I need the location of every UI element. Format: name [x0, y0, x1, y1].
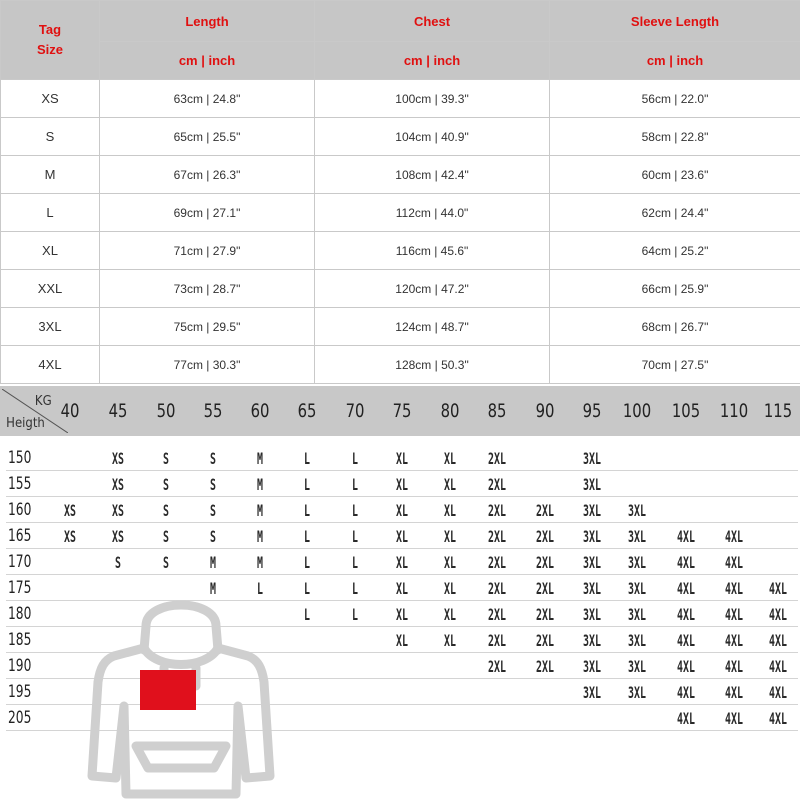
size-recommendation: XL	[444, 501, 456, 520]
size-recommendation: 3XL	[628, 631, 646, 650]
length-cell: 71cm | 27.9"	[100, 232, 315, 270]
size-row	[1, 194, 800, 232]
weight-value: 60	[250, 400, 270, 422]
size-recommendation: XL	[396, 501, 408, 520]
size-recommendation: M	[257, 553, 263, 572]
size-cell: M	[1, 156, 100, 194]
sleeve-cell: 70cm | 27.5"	[550, 346, 800, 384]
size-recommendation: 2XL	[536, 605, 554, 624]
size-recommendation: 2XL	[536, 631, 554, 650]
size-recommendation: M	[257, 475, 263, 494]
weight-value: 40	[60, 400, 80, 422]
size-recommendation: L	[352, 475, 358, 494]
size-recommendation: 2XL	[488, 605, 506, 624]
size-recommendation: M	[257, 527, 263, 546]
weight-value: 70	[345, 400, 365, 422]
sleeve-unit-header: cm | inch	[550, 42, 800, 80]
weight-value: 90	[535, 400, 555, 422]
size-recommendation: 4XL	[725, 579, 743, 598]
size-recommendation: 3XL	[628, 527, 646, 546]
size-recommendation: 4XL	[677, 527, 695, 546]
size-recommendation: 2XL	[536, 553, 554, 572]
size-recommendation: XL	[396, 449, 408, 468]
size-recommendation: 3XL	[583, 501, 601, 520]
size-cell: L	[1, 194, 100, 232]
size-recommendation: 2XL	[488, 449, 506, 468]
sleeve-cell: 56cm | 22.0"	[550, 80, 800, 118]
size-recommendation: 3XL	[583, 631, 601, 650]
size-row	[1, 118, 800, 156]
chest-cell: 128cm | 50.3"	[315, 346, 550, 384]
weight-header-row	[0, 386, 800, 436]
size-recommendation: 4XL	[677, 553, 695, 572]
size-recommendation: M	[257, 501, 263, 520]
chest-cell: 108cm | 42.4"	[315, 156, 550, 194]
size-recommendation: L	[304, 553, 310, 572]
size-recommendation: 2XL	[536, 657, 554, 676]
length-cell: 67cm | 26.3"	[100, 156, 315, 194]
kg-label: KG	[34, 394, 52, 409]
size-recommendation: L	[304, 449, 310, 468]
sleeve-cell: 66cm | 25.9"	[550, 270, 800, 308]
size-row	[1, 270, 800, 308]
size-label: Size	[36, 42, 63, 57]
size-recommendation: S	[163, 449, 169, 468]
size-recommendation: 4XL	[677, 631, 695, 650]
size-recommendation: XS	[64, 527, 76, 546]
size-recommendation: 4XL	[769, 657, 787, 676]
size-recommendation: L	[304, 579, 310, 598]
size-recommendation: S	[163, 527, 169, 546]
length-header: Length	[100, 1, 315, 42]
size-recommendation: L	[304, 527, 310, 546]
hoodie-icon	[86, 586, 276, 800]
size-recommendation: L	[304, 605, 310, 624]
size-recommendation: 4XL	[677, 579, 695, 598]
weight-value: 65	[297, 400, 317, 422]
size-recommendation: XS	[112, 475, 124, 494]
size-recommendation: M	[257, 449, 263, 468]
size-recommendation: XL	[396, 631, 408, 650]
size-recommendation: XL	[396, 605, 408, 624]
size-recommendation: XL	[396, 527, 408, 546]
size-recommendation: 2XL	[488, 475, 506, 494]
size-recommendation: S	[115, 553, 121, 572]
size-recommendation: L	[304, 501, 310, 520]
size-cell: XXL	[1, 270, 100, 308]
size-recommendation: 2XL	[536, 579, 554, 598]
size-recommendation: 4XL	[725, 657, 743, 676]
size-recommendation: M	[210, 579, 216, 598]
size-recommendation: L	[352, 605, 358, 624]
size-recommendation: XS	[64, 501, 76, 520]
size-recommendation: S	[163, 475, 169, 494]
size-recommendation: 4XL	[677, 605, 695, 624]
size-recommendation: 4XL	[769, 683, 787, 702]
size-recommendation: 2XL	[536, 501, 554, 520]
size-recommendation: 3XL	[628, 579, 646, 598]
size-row	[1, 80, 800, 118]
row-divider	[6, 548, 798, 549]
length-cell: 69cm | 27.1"	[100, 194, 315, 232]
tag-size-header	[1, 1, 100, 80]
length-cell: 63cm | 24.8"	[100, 80, 315, 118]
chest-header: Chest	[315, 1, 550, 42]
size-recommendation: 3XL	[583, 579, 601, 598]
size-recommendation: 3XL	[583, 475, 601, 494]
chest-cell: 120cm | 47.2"	[315, 270, 550, 308]
size-recommendation: XS	[112, 449, 124, 468]
size-recommendation: L	[352, 501, 358, 520]
size-row	[1, 308, 800, 346]
tag-label: Tag	[38, 22, 62, 37]
size-recommendation: 2XL	[536, 527, 554, 546]
weight-value: 55	[203, 400, 223, 422]
size-cell: S	[1, 118, 100, 156]
size-recommendation: 4XL	[769, 709, 787, 728]
height-value: 185	[8, 630, 32, 650]
height-value: 190	[8, 656, 32, 676]
row-divider	[6, 574, 798, 575]
size-recommendation: L	[352, 527, 358, 546]
height-value: 165	[8, 526, 32, 546]
size-recommendation: 2XL	[488, 553, 506, 572]
height-label: Heigth	[6, 416, 45, 431]
size-recommendation: 4XL	[769, 631, 787, 650]
sleeve-cell: 64cm | 25.2"	[550, 232, 800, 270]
size-recommendation: 4XL	[677, 709, 695, 728]
size-recommendation: XL	[444, 579, 456, 598]
size-cell: XL	[1, 232, 100, 270]
sleeve-length-header: Sleeve Length	[550, 1, 800, 42]
size-recommendation: S	[210, 449, 216, 468]
weight-value: 45	[108, 400, 128, 422]
height-value: 195	[8, 682, 32, 702]
chest-cell: 116cm | 45.6"	[315, 232, 550, 270]
size-recommendation: 4XL	[725, 605, 743, 624]
height-value: 170	[8, 552, 32, 572]
weight-value: 85	[487, 400, 507, 422]
size-recommendation: 3XL	[583, 683, 601, 702]
size-recommendation: 3XL	[583, 527, 601, 546]
size-recommendation: 2XL	[488, 527, 506, 546]
size-recommendation: 3XL	[628, 657, 646, 676]
size-recommendation: XL	[444, 475, 456, 494]
size-recommendation: 2XL	[488, 501, 506, 520]
size-recommendation: 4XL	[725, 527, 743, 546]
size-recommendation: S	[210, 501, 216, 520]
size-recommendation: 3XL	[583, 605, 601, 624]
row-divider	[6, 470, 798, 471]
sleeve-cell: 60cm | 23.6"	[550, 156, 800, 194]
hoodie-patch	[140, 670, 196, 710]
size-recommendation: XL	[396, 579, 408, 598]
size-recommendation: M	[210, 553, 216, 572]
row-divider	[6, 522, 798, 523]
sleeve-cell: 58cm | 22.8"	[550, 118, 800, 156]
size-recommendation: L	[257, 579, 263, 598]
size-recommendation: XL	[444, 449, 456, 468]
length-cell: 65cm | 25.5"	[100, 118, 315, 156]
weight-value: 80	[440, 400, 460, 422]
sleeve-cell: 62cm | 24.4"	[550, 194, 800, 232]
size-recommendation: 3XL	[628, 683, 646, 702]
length-cell: 73cm | 28.7"	[100, 270, 315, 308]
size-recommendation: XL	[396, 475, 408, 494]
size-table	[0, 0, 800, 384]
chest-unit-header: cm | inch	[315, 42, 550, 80]
weight-value: 105	[671, 400, 701, 422]
size-recommendation: 3XL	[583, 449, 601, 468]
length-cell: 75cm | 29.5"	[100, 308, 315, 346]
size-recommendation: XL	[444, 553, 456, 572]
size-recommendation: XL	[444, 605, 456, 624]
height-value: 160	[8, 500, 32, 520]
chest-cell: 100cm | 39.3"	[315, 80, 550, 118]
weight-value: 95	[582, 400, 602, 422]
size-cell: 3XL	[1, 308, 100, 346]
chest-cell: 124cm | 48.7"	[315, 308, 550, 346]
size-recommendation: 4XL	[677, 683, 695, 702]
chest-cell: 112cm | 44.0"	[315, 194, 550, 232]
weight-value: 100	[622, 400, 652, 422]
size-recommendation: S	[210, 527, 216, 546]
sleeve-cell: 68cm | 26.7"	[550, 308, 800, 346]
size-recommendation: XL	[444, 527, 456, 546]
size-cell: XS	[1, 80, 100, 118]
size-row	[1, 346, 800, 384]
size-cell: 4XL	[1, 346, 100, 384]
size-recommendation: 4XL	[725, 631, 743, 650]
weight-value: 50	[156, 400, 176, 422]
size-recommendation: L	[352, 553, 358, 572]
weight-value: 115	[763, 400, 793, 422]
size-recommendation: 4XL	[769, 579, 787, 598]
size-recommendation: 4XL	[725, 553, 743, 572]
size-recommendation: L	[352, 449, 358, 468]
size-recommendation: 4XL	[725, 683, 743, 702]
size-recommendation: S	[163, 501, 169, 520]
height-value: 205	[8, 708, 32, 728]
size-recommendation: 2XL	[488, 579, 506, 598]
size-recommendation: 2XL	[488, 657, 506, 676]
size-recommendation: 3XL	[583, 553, 601, 572]
size-recommendation: L	[352, 579, 358, 598]
size-recommendation: XS	[112, 501, 124, 520]
chest-cell: 104cm | 40.9"	[315, 118, 550, 156]
size-recommendation: 2XL	[488, 631, 506, 650]
height-weight-chart	[0, 386, 800, 800]
length-unit-header: cm | inch	[100, 42, 315, 80]
length-cell: 77cm | 30.3"	[100, 346, 315, 384]
size-recommendation: L	[304, 475, 310, 494]
size-recommendation: 3XL	[628, 553, 646, 572]
height-value: 155	[8, 474, 32, 494]
size-row	[1, 156, 800, 194]
size-recommendation: 4XL	[769, 605, 787, 624]
height-value: 175	[8, 578, 32, 598]
size-recommendation: XL	[396, 553, 408, 572]
size-recommendation: XL	[444, 631, 456, 650]
height-value: 180	[8, 604, 32, 624]
size-recommendation: 3XL	[628, 501, 646, 520]
size-recommendation: S	[163, 553, 169, 572]
row-divider	[6, 496, 798, 497]
weight-value: 75	[392, 400, 412, 422]
size-recommendation: 3XL	[628, 605, 646, 624]
height-value: 150	[8, 448, 32, 468]
size-recommendation: S	[210, 475, 216, 494]
size-recommendation: 4XL	[725, 709, 743, 728]
size-recommendation: XS	[112, 527, 124, 546]
size-row	[1, 232, 800, 270]
size-recommendation: 4XL	[677, 657, 695, 676]
weight-value: 110	[719, 400, 749, 422]
size-recommendation: 3XL	[583, 657, 601, 676]
